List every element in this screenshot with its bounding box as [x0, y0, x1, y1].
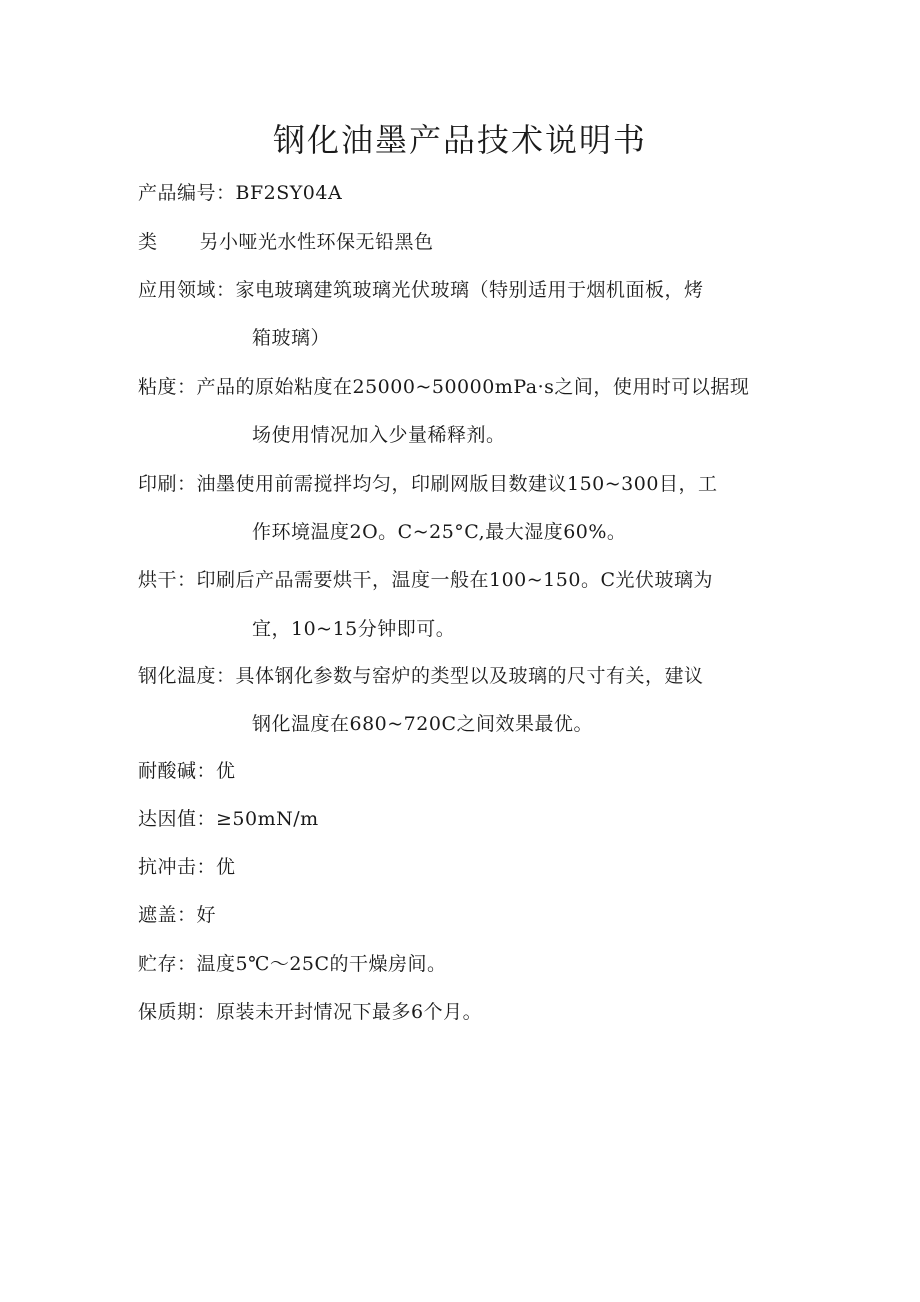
printing-line: 印刷：油墨使用前需搅拌均匀，印刷网版目数建议150~300目，工	[138, 473, 718, 495]
impact-line: 抗冲击：优	[138, 856, 236, 878]
tempering-line: 钢化温度：具体钢化参数与窑炉的类型以及玻璃的尺寸有关，建议	[138, 665, 704, 687]
coverage-line: 遮盖：好	[138, 904, 217, 926]
printing-line-cont: 作环境温度2O。C~25°C,最大湿度60%。	[252, 521, 627, 543]
application-line: 应用领域：家电玻璃建筑玻璃光伏玻璃（特别适用于烟机面板，烤	[138, 279, 704, 301]
shelf-life-line: 保质期：原装未开封情况下最多6个月。	[138, 1001, 483, 1023]
drying-line-cont: 宜，10~15分钟即可。	[252, 618, 456, 640]
viscosity-line: 粘度：产品的原始粘度在25000~50000mPa·s之间，使用时可以据现	[138, 376, 750, 398]
viscosity-line-cont: 场使用情况加入少量稀释剂。	[252, 424, 506, 446]
storage-line: 贮存：温度5℃～25C的干燥房间。	[138, 953, 447, 975]
acid-alkali-line: 耐酸碱：优	[138, 760, 236, 782]
category-value: 另小哑光水性环保无铅黑色	[199, 231, 434, 253]
tempering-line-cont: 钢化温度在680~720C之间效果最优。	[252, 713, 593, 735]
drying-line: 烘干：印刷后产品需要烘干，温度一般在100~150。C光伏玻璃为	[138, 569, 713, 591]
product-code-line: 产品编号：BF2SY04A	[138, 182, 343, 204]
document-title: 钢化油墨产品技术说明书	[272, 121, 647, 159]
category-label: 类	[138, 231, 158, 253]
dyne-line: 达因值：≥50mN∕m	[138, 808, 319, 830]
application-line-cont: 箱玻璃）	[252, 327, 331, 349]
category-line	[138, 227, 434, 257]
